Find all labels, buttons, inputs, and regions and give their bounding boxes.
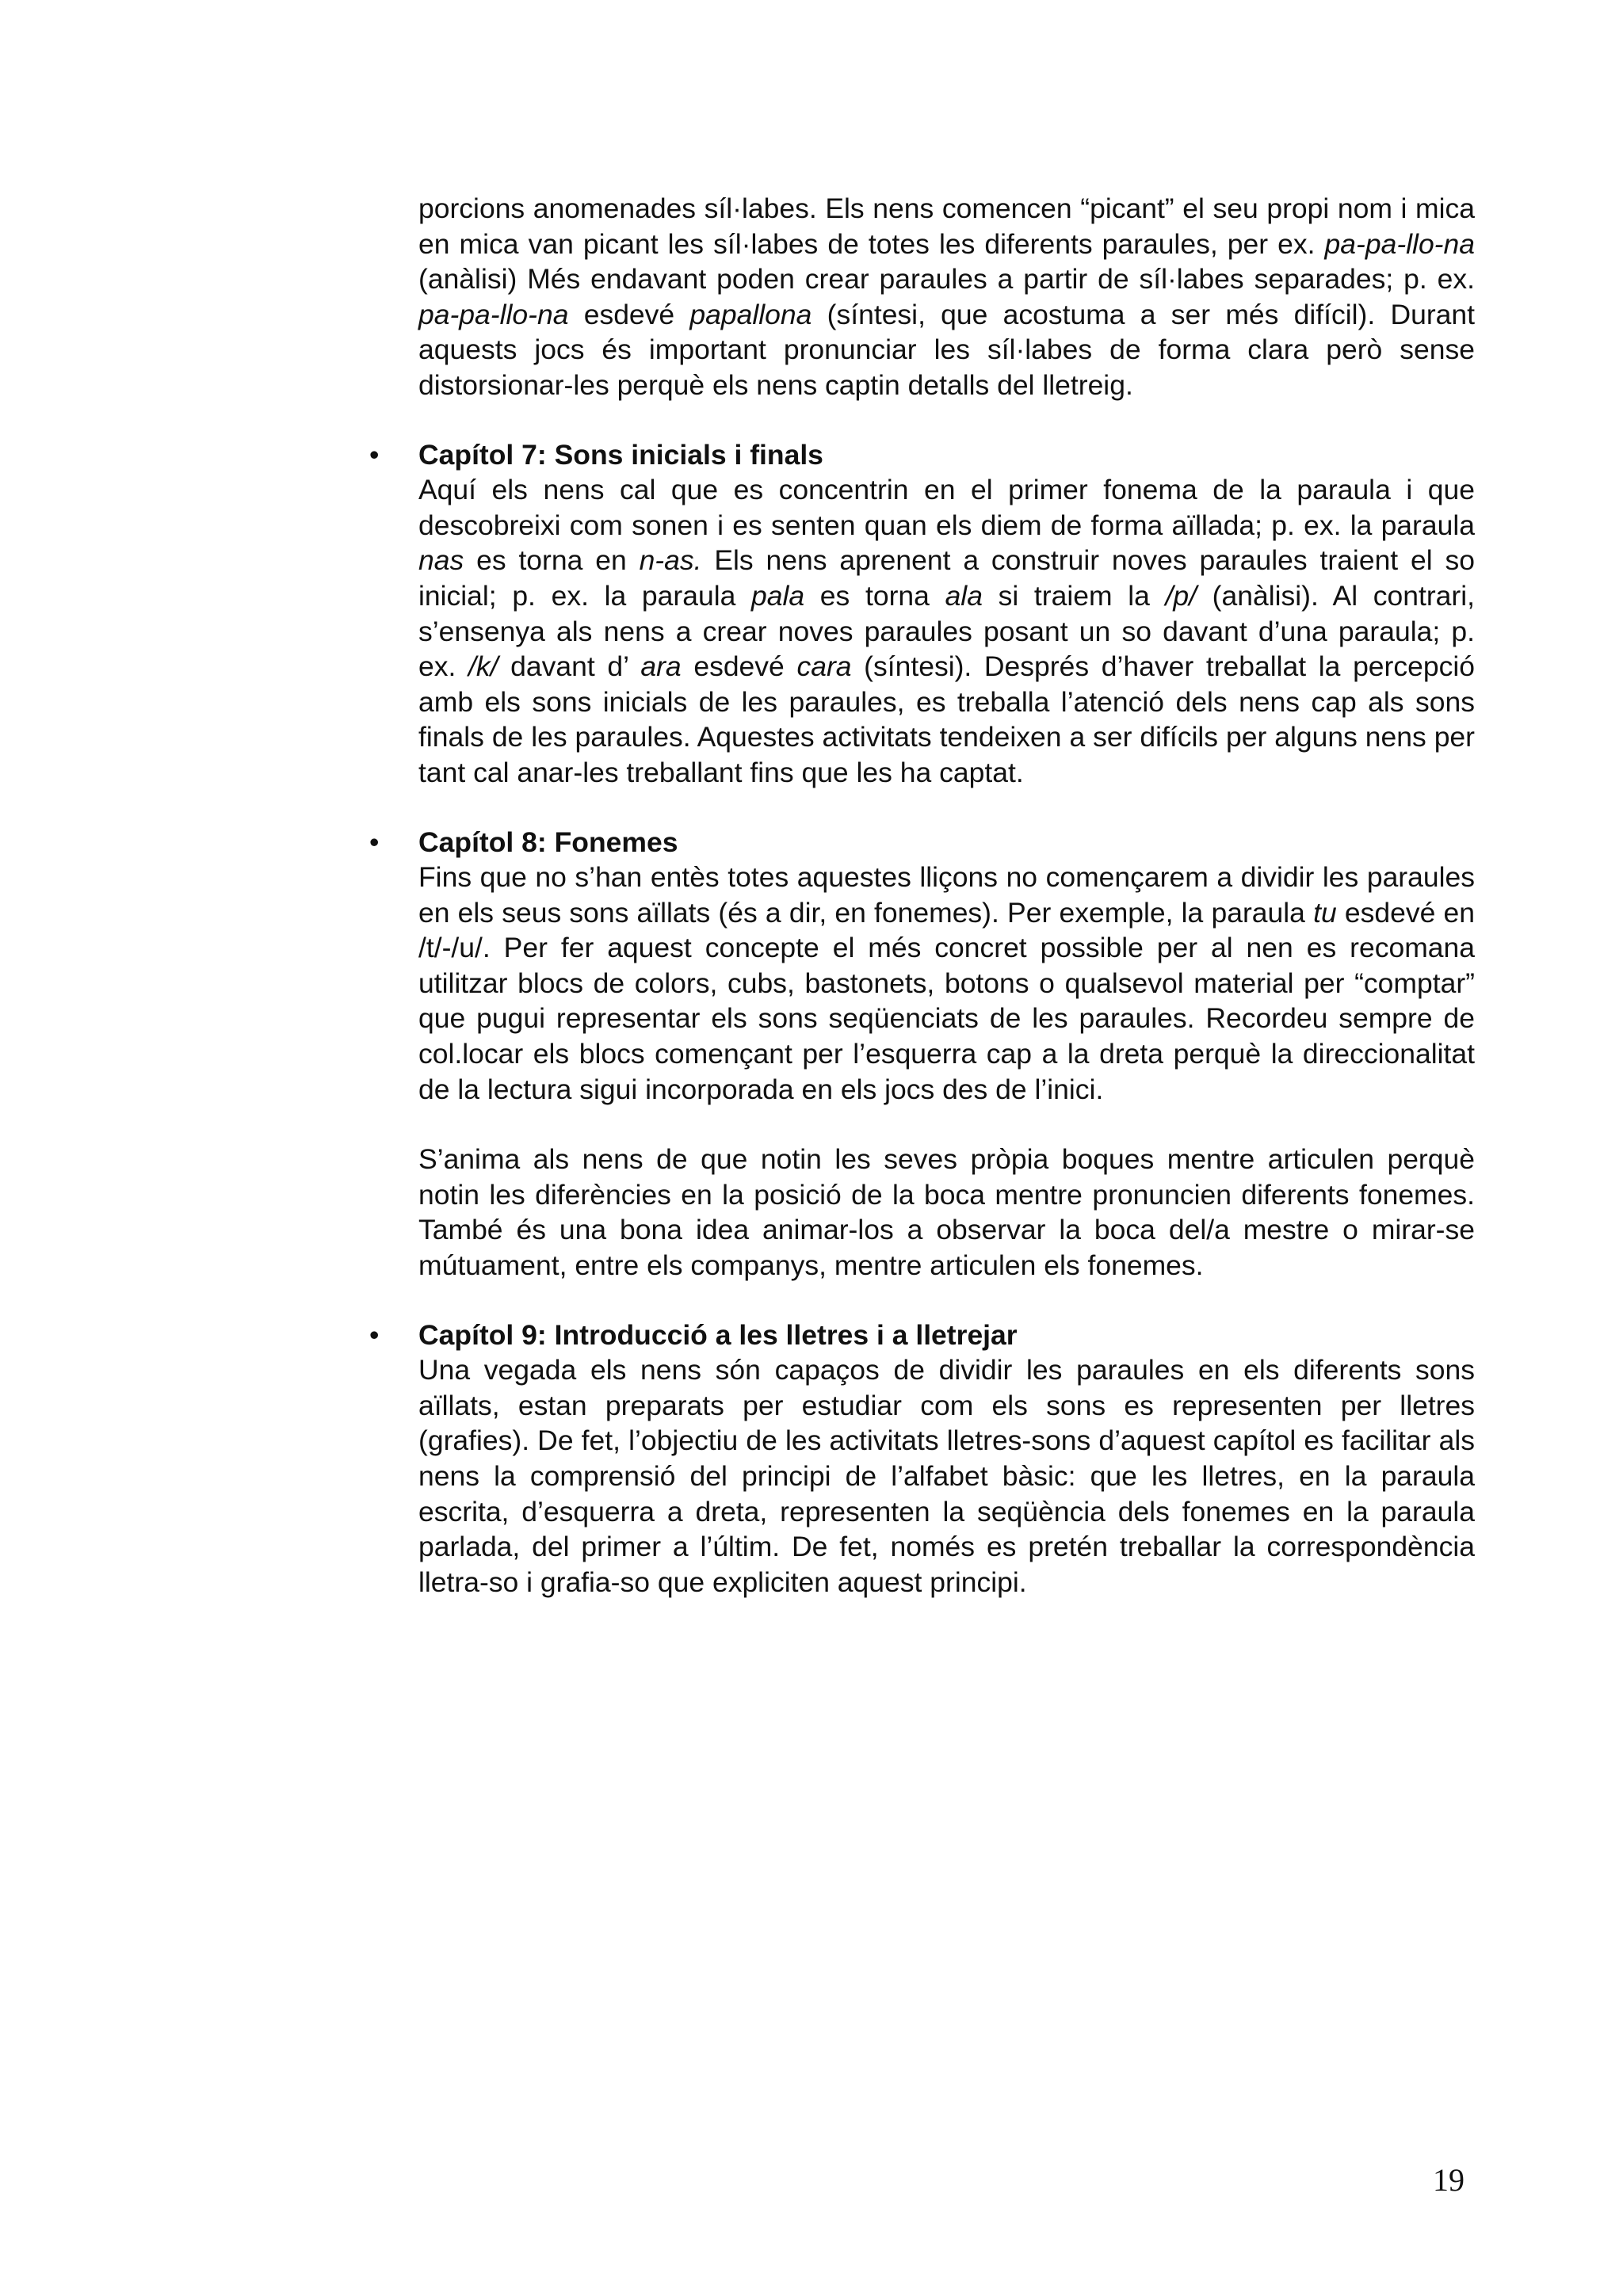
chapter-heading: Capítol 9: Introducció a les lletres i a lletrejar — [418, 1318, 1018, 1351]
bullet-icon: • — [369, 438, 380, 471]
chapter-paragraph — [418, 472, 1475, 790]
italic-term: /p/ — [1165, 579, 1197, 612]
chapter-list — [369, 437, 1475, 1600]
bullet-icon: • — [369, 1318, 380, 1351]
chapter-paragraph — [418, 1142, 1475, 1283]
intro-paragraph — [418, 191, 1475, 403]
chapter-item — [369, 825, 1475, 1283]
italic-term: cara — [796, 650, 852, 683]
italic-term: n-as. — [639, 544, 702, 577]
italic-term: nas — [418, 544, 464, 577]
text-run: davant d’ — [498, 650, 641, 683]
paragraph-gap — [418, 1107, 1475, 1142]
text-run: (anàlisi) Més endavant poden crear paraules a partir de síl·labes separades; p. ex. — [418, 263, 1475, 296]
italic-term: ara — [640, 650, 682, 683]
chapter-item — [369, 437, 1475, 791]
page-number: 19 — [1433, 2162, 1465, 2198]
chapter-heading: Capítol 7: Sons inicials i finals — [418, 438, 823, 471]
text-run: esdevé — [568, 298, 690, 330]
italic-term: pa-pa-llo-na — [418, 298, 569, 330]
text-run: (síntesi, que acostuma a ser més difícil). Durant aquests jocs és important pronunciar les síl·labes de forma clara però sense distorsionar-les perquè els nens captin detalls del lletreig. — [418, 298, 1475, 401]
page-content — [369, 191, 1475, 1634]
text-run: Els nens aprenent a construir noves paraules traient el so inicial; p. ex. la paraula — [418, 544, 1475, 612]
chapter-heading: Capítol 8: Fonemes — [418, 826, 678, 858]
text-run: esdevé — [681, 650, 797, 683]
italic-term: tu — [1313, 896, 1337, 929]
text-run: S’anima als nens de que notin les seves pròpia boques mentre articulen perquè notin les diferències en la posició de la boca mentre pronuncien diferents fonemes. També és una bona idea animar-los a observar la boca del/a mestre o mirar-se mútuament, entre els companys, mentre articulen els fonemes. — [418, 1143, 1475, 1282]
text-run: esdevé en /t/-/u/. Per fer aquest concepte el més concret possible per al nen es recomana utilitzar blocs de colors, cubs, bastonets, botons o qualsevol material per “comptar” que pugui representar els sons seqüenciats de les paraules. Recordeu sempre de col.locar els blocs començant per l’esquerra cap a la dreta perquè la direccionalitat de la lectura sigui incorporada en els jocs des de l’inici. — [418, 896, 1475, 1105]
text-run: si traiem la — [982, 579, 1166, 612]
text-run: Aquí els nens cal que es concentrin en el primer fonema de la paraula i que descobreixi com sonen i es senten quan els diem de forma aïllada; p. ex. la paraula — [418, 474, 1475, 541]
italic-term: pala — [751, 579, 805, 612]
chapter-item — [369, 1318, 1475, 1600]
italic-term: papallona — [689, 298, 812, 330]
text-run: (síntesi). Després d’haver treballat la percepció amb els sons inicials de les paraules, es treballa l’atenció dels nens cap als sons finals de les paraules. Aquestes activitats tendeixen a ser difícils per alguns nens per tant cal anar-les treballant fins que les ha captat. — [418, 650, 1475, 788]
bullet-icon: • — [369, 826, 380, 858]
text-run: es torna en — [464, 544, 640, 577]
text-run: es torna — [804, 579, 945, 612]
text-run: porcions anomenades síl·labes. Els nens comencen “picant” el seu propi nom i mica en mica van picant les síl·labes de totes les diferents paraules, per ex. — [418, 193, 1475, 260]
chapter-paragraph — [418, 1352, 1475, 1600]
italic-term: /k/ — [468, 650, 498, 683]
text-run: Fins que no s’han entès totes aquestes lliçons no començarem a dividir les paraules en els seus sons aïllats (és a dir, en fonemes). Per exemple, la paraula — [418, 861, 1475, 929]
chapter-paragraph — [418, 860, 1475, 1107]
italic-term: pa-pa-llo-na — [1324, 227, 1475, 260]
italic-term: ala — [945, 579, 983, 612]
text-run: (anàlisi). Al contrari, s’ensenya als nens a crear noves paraules posant un so davant d’una paraula; p. ex. — [418, 579, 1475, 683]
text-run: Una vegada els nens són capaços de dividir les paraules en els diferents sons aïllats, estan preparats per estudiar com els sons es representen per lletres (grafies). De fet, l’objectiu de les activitats lletres-sons d’aquest capítol es facilitar als nens la comprensió del principi de l’alfabet bàsic: que les lletres, en la paraula escrita, d’esquerra a dreta, representen la seqüència dels fonemes en la paraula parlada, del primer a l’últim. De fet, només es pretén treballar la correspondència lletra-so i grafia-so que expliciten aquest principi. — [418, 1354, 1475, 1598]
